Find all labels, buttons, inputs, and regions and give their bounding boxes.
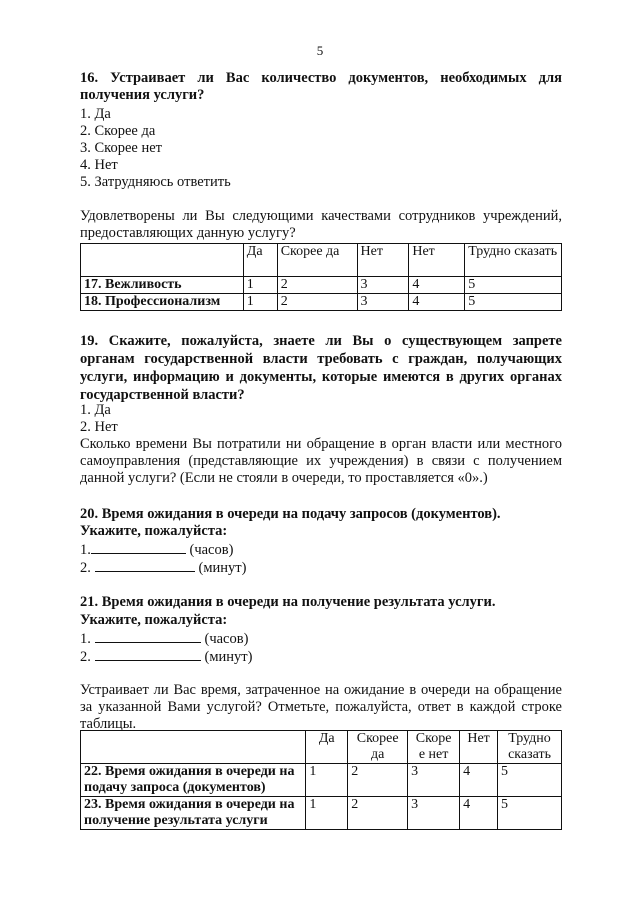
staff-quality-table bbox=[80, 243, 562, 311]
question-21-subtitle: Укажите, пожалуйста: bbox=[80, 612, 228, 628]
table-header-cell: Трудно сказать bbox=[498, 731, 562, 764]
option-item: 1. Да bbox=[80, 402, 111, 418]
answer-cell[interactable]: 3 bbox=[408, 764, 460, 797]
answer-cell[interactable]: 4 bbox=[409, 294, 465, 311]
table-header-empty bbox=[81, 731, 306, 764]
unit-label: (часов) bbox=[189, 542, 234, 558]
table-header-cell: Трудно сказать bbox=[465, 244, 562, 277]
answer-cell[interactable]: 3 bbox=[357, 277, 409, 294]
answer-cell[interactable]: 4 bbox=[460, 764, 498, 797]
intro-satisfaction: Удовлетворены ли Вы следующими качествами сотрудников учреждений, предоставляющих данную услугу? bbox=[80, 208, 562, 241]
question-20-title: 20. Время ожидания в очереди на подачу запросов (документов). bbox=[80, 506, 501, 522]
answer-cell[interactable]: 3 bbox=[357, 294, 409, 311]
question-19-options bbox=[80, 402, 562, 436]
answer-cell[interactable]: 2 bbox=[348, 797, 408, 830]
answer-cell[interactable]: 2 bbox=[277, 294, 357, 311]
answer-cell[interactable]: 5 bbox=[498, 797, 562, 830]
answer-cell[interactable]: 2 bbox=[277, 277, 357, 294]
question-20-subtitle: Укажите, пожалуйста: bbox=[80, 523, 228, 539]
line-prefix: 1. bbox=[80, 631, 91, 647]
option-item: 3. Скорее нет bbox=[80, 140, 163, 156]
question-21-title: 21. Время ожидания в очереди на получение результата услуги. bbox=[80, 594, 496, 610]
table-header-cell: Скорее да bbox=[348, 731, 408, 764]
answer-cell[interactable]: 5 bbox=[498, 764, 562, 797]
table-header-cell: Скоре е нет bbox=[408, 731, 460, 764]
row-label: 22. Время ожидания в очереди на подачу запроса (документов) bbox=[81, 764, 306, 797]
row-label: 18. Профессионализм bbox=[81, 294, 244, 311]
answer-cell[interactable]: 5 bbox=[465, 294, 562, 311]
hours-input[interactable] bbox=[91, 540, 186, 554]
question-20-minutes-line bbox=[80, 558, 562, 577]
line-prefix: 2. bbox=[80, 560, 91, 576]
question-16-options bbox=[80, 106, 562, 191]
table-header-row bbox=[81, 244, 562, 277]
table-header-empty bbox=[81, 244, 244, 277]
question-21-hours-line bbox=[80, 629, 562, 648]
intro-time-spent: Сколько времени Вы потратили ни обращение в орган власти или местного самоуправления (представляющие их учреждения) в связи с получением данной услуги? (Если не стояли в очереди, то проставляется «0».) bbox=[80, 436, 562, 486]
table-row bbox=[81, 764, 562, 797]
option-item: 2. Нет bbox=[80, 419, 118, 435]
unit-label: (часов) bbox=[204, 631, 249, 647]
page-number: 5 bbox=[316, 43, 324, 58]
table-header-cell: Нет bbox=[357, 244, 409, 277]
question-21-minutes-line bbox=[80, 647, 562, 666]
table-row bbox=[81, 277, 562, 294]
intro-wait-satisfaction: Устраивает ли Вас время, затраченное на ожидание в очереди на обращение за указанной Вами услугой? Отметьте, пожалуйста, ответ в каждой строке таблицы. bbox=[80, 682, 562, 732]
unit-label: (минут) bbox=[198, 560, 247, 576]
row-label: 17. Вежливость bbox=[81, 277, 244, 294]
option-item: 1. Да bbox=[80, 106, 111, 122]
table-header-cell: Скорее да bbox=[277, 244, 357, 277]
option-item: 4. Нет bbox=[80, 157, 118, 173]
row-label: 23. Время ожидания в очереди на получение результата услуги bbox=[81, 797, 306, 830]
option-item: 2. Скорее да bbox=[80, 123, 156, 139]
table-row bbox=[81, 294, 562, 311]
table-header-row bbox=[81, 731, 562, 764]
question-16-title: 16. Устраивает ли Вас количество документов, необходимых для получения услуги? bbox=[80, 70, 562, 103]
answer-cell[interactable]: 1 bbox=[243, 294, 277, 311]
wait-time-table bbox=[80, 730, 562, 830]
answer-cell[interactable]: 1 bbox=[306, 764, 348, 797]
line-prefix: 2. bbox=[80, 649, 91, 665]
answer-cell[interactable]: 5 bbox=[465, 277, 562, 294]
answer-cell[interactable]: 1 bbox=[306, 797, 348, 830]
table-header-cell: Нет bbox=[460, 731, 498, 764]
answer-cell[interactable]: 4 bbox=[409, 277, 465, 294]
table-header-cell: Да bbox=[306, 731, 348, 764]
question-19-title: 19. Скажите, пожалуйста, знаете ли Вы о существующем запрете органам государственной власти требовать с граждан, получающих услуги, информацию и документы, которые имеются в других органах государственной власти? bbox=[80, 333, 562, 403]
hours-input[interactable] bbox=[95, 629, 201, 643]
question-20-hours-line bbox=[80, 540, 562, 559]
unit-label: (минут) bbox=[204, 649, 253, 665]
table-row bbox=[81, 797, 562, 830]
line-prefix: 1. bbox=[80, 542, 91, 558]
table-header-cell: Нет bbox=[409, 244, 465, 277]
minutes-input[interactable] bbox=[95, 647, 201, 661]
answer-cell[interactable]: 2 bbox=[348, 764, 408, 797]
table-header-cell: Да bbox=[243, 244, 277, 277]
option-item: 5. Затрудняюсь ответить bbox=[80, 174, 231, 190]
minutes-input[interactable] bbox=[95, 558, 195, 572]
answer-cell[interactable]: 1 bbox=[243, 277, 277, 294]
answer-cell[interactable]: 3 bbox=[408, 797, 460, 830]
answer-cell[interactable]: 4 bbox=[460, 797, 498, 830]
